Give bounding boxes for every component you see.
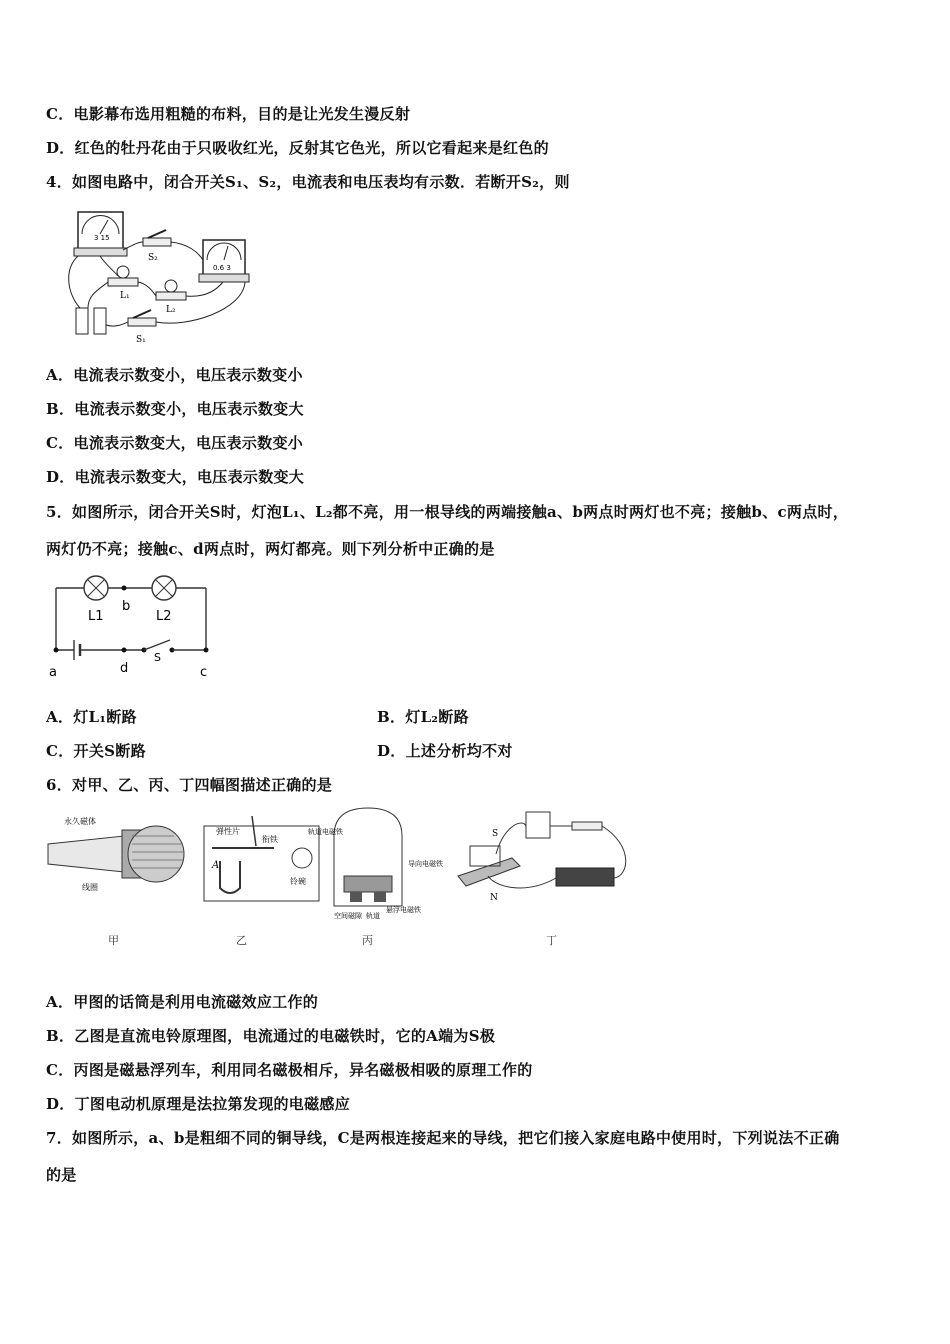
q6-option-b: B．乙图是直流电铃原理图，电流通过的电磁铁时，它的A端为S极 <box>46 1027 496 1045</box>
caption-ding: 丁 <box>546 934 557 947</box>
label-s2: S₂ <box>148 253 158 263</box>
label-gap: 空间磁隙 <box>334 912 362 920</box>
q6-option-d: D．丁图电动机原理是法拉第发现的电磁感应 <box>46 1095 351 1113</box>
label-l1: L1 <box>88 609 104 624</box>
q4-option-d: D．电流表示数变大，电压表示数变大 <box>46 468 305 486</box>
battery-icon <box>74 640 80 660</box>
switch-s-icon <box>144 640 170 650</box>
q5-circuit-figure <box>44 568 219 683</box>
q3-option-c: C．电影幕布选用粗糙的布料，目的是让光发生漫反射 <box>46 105 411 123</box>
ammeter-icon <box>199 240 249 282</box>
q5-stem-line1: 5．如图所示，闭合开关S时，灯泡L₁、L₂都不亮，用一根导线的两端接触a、b两点时两灯也不亮；接触b、c两点时， <box>46 503 849 521</box>
switch-s2-icon <box>143 238 171 246</box>
q5-stem-line2: 两灯仍不亮；接触c、d两点时，两灯都亮。则下列分析中正确的是 <box>46 540 495 558</box>
lamp-l2-icon <box>152 576 176 600</box>
q4-option-b: B．电流表示数变小，电压表示数变大 <box>46 400 304 418</box>
bulb-l2-icon <box>156 292 186 300</box>
label-armature: 衔铁 <box>262 835 278 844</box>
motor-apparatus-icon <box>458 812 626 888</box>
q5-option-d: D．上述分析均不对 <box>377 742 513 760</box>
q4-circuit-figure <box>58 200 258 350</box>
label-l2: L2 <box>156 609 172 624</box>
q7-stem-line2: 的是 <box>46 1166 77 1184</box>
maglev-train-icon <box>334 808 402 906</box>
label-a-end: A <box>212 860 220 871</box>
caption-bing: 丙 <box>362 934 373 947</box>
microphone-icon <box>48 826 184 882</box>
voltmeter-scale-label: 3 15 <box>94 234 110 242</box>
label-n-pole: N <box>490 893 498 903</box>
label-b: b <box>122 599 131 614</box>
caption-yi: 乙 <box>236 934 247 947</box>
label-permanent-magnet: 永久磁体 <box>64 817 96 826</box>
label-d: d <box>120 661 129 676</box>
label-bell: 铃碗 <box>290 877 306 886</box>
label-guide-magnet: 导向电磁铁 <box>408 860 443 868</box>
caption-jia: 甲 <box>108 934 119 947</box>
q5-option-b: B．灯L₂断路 <box>377 708 469 726</box>
bulb-l1-icon <box>108 278 138 286</box>
label-s-pole: S <box>492 829 499 839</box>
q4-stem: 4．如图电路中，闭合开关S₁、S₂，电流表和电压表均有示数．若断开S₂，则 <box>46 173 570 191</box>
label-l1: L₁ <box>120 291 130 301</box>
label-s1: S₁ <box>136 335 146 345</box>
switch-s1-icon <box>128 318 156 326</box>
q5-option-a: A．灯L₁断路 <box>46 708 137 726</box>
q7-stem-line1: 7．如图所示，a、b是粗细不同的铜导线，C是两根连接起来的导线，把它们接入家庭电路中使用时，下列说法不正确 <box>46 1129 840 1147</box>
label-rail-magnet: 轨道电磁铁 <box>308 828 343 836</box>
label-s: S <box>154 651 161 664</box>
label-levitation-magnet: 悬浮电磁铁 <box>386 906 421 914</box>
q3-option-d: D．红色的牡丹花由于只吸收红光，反射其它色光，所以它看起来是红色的 <box>46 139 549 157</box>
lamp-l1-icon <box>84 576 108 600</box>
q6-stem: 6．对甲、乙、丙、丁四幅图描述正确的是 <box>46 776 333 794</box>
label-coil: 线圈 <box>82 883 98 892</box>
label-c: c <box>200 665 208 680</box>
battery-icon <box>76 308 88 334</box>
q4-option-c: C．电流表示数变大，电压表示数变小 <box>46 434 304 452</box>
q6-option-a: A．甲图的话筒是利用电流磁效应工作的 <box>46 993 319 1011</box>
label-spring: 弹性片 <box>216 827 240 836</box>
ammeter-scale-label: 0.6 3 <box>213 264 231 272</box>
q4-option-a: A．电流表示数变小，电压表示数变小 <box>46 366 303 384</box>
label-a: a <box>49 665 57 680</box>
q6-option-c: C．丙图是磁悬浮列车，利用同名磁极相斥，异名磁极相吸的原理工作的 <box>46 1061 533 1079</box>
label-l2: L₂ <box>166 305 176 315</box>
q5-option-c: C．开关S断路 <box>46 742 146 760</box>
label-track: 轨道 <box>366 912 380 920</box>
